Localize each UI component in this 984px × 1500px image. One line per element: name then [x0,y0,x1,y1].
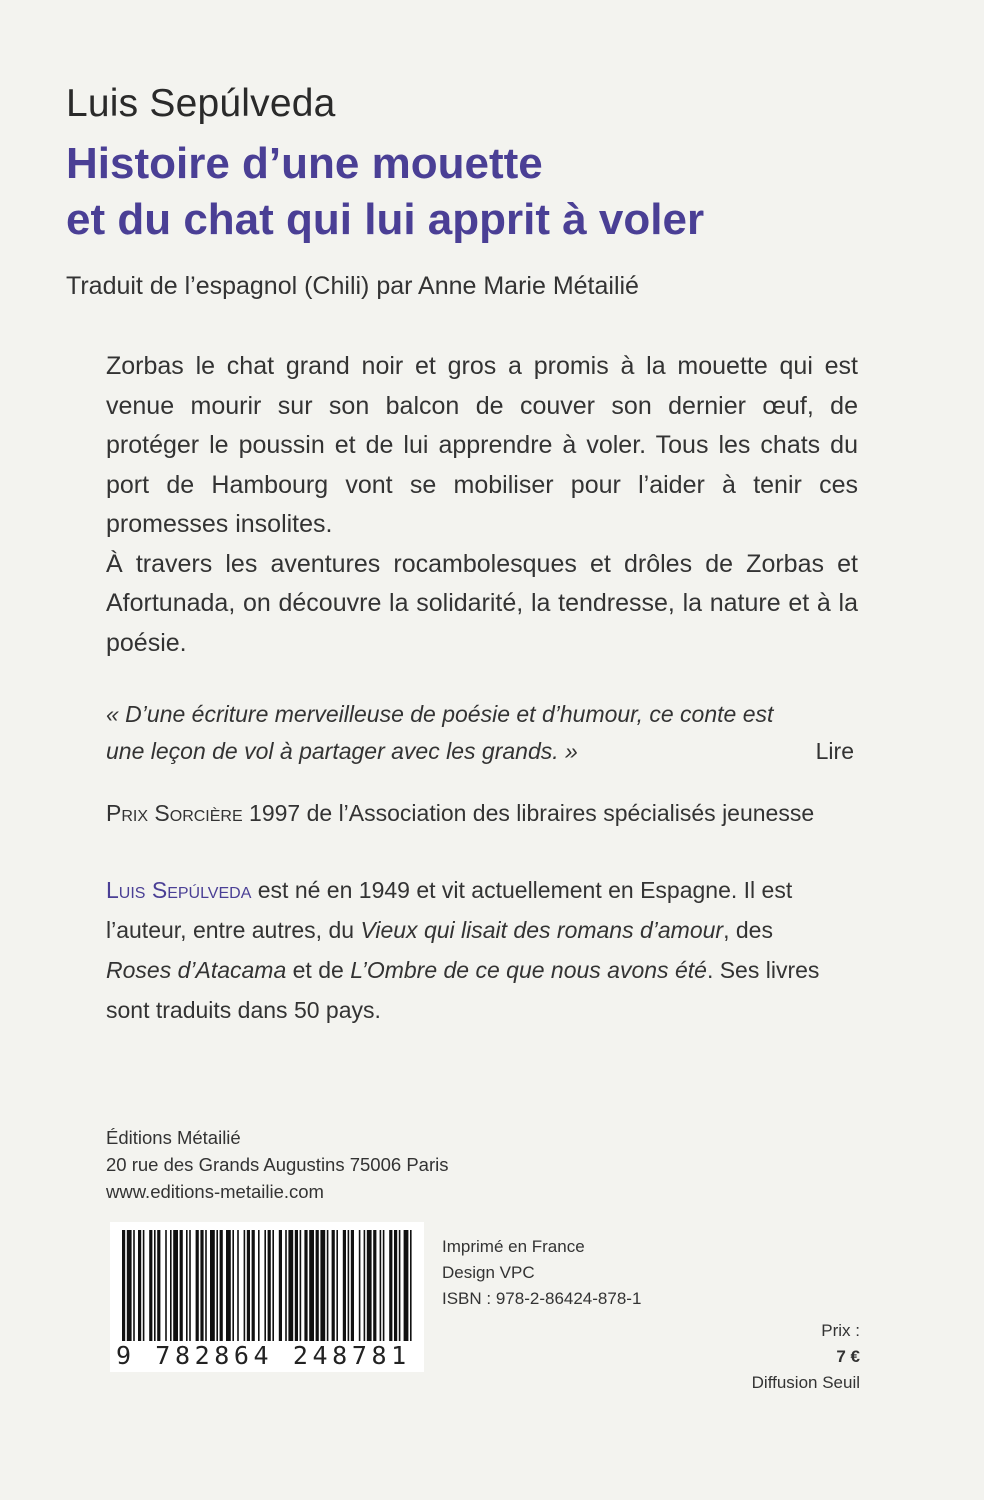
bio-line-1 [106,870,858,910]
title-line-2: et du chat qui lui apprit à voler [66,195,705,244]
prize-details: 1997 de l’Association des libraires spécialisés jeunesse [242,800,815,826]
author-bio [106,870,858,1030]
print-info [442,1234,641,1312]
bio-text-2: l’auteur, entre autres, du [106,917,361,943]
bio-text-1: est né en 1949 et vit actuellement en Espagne. Il est [251,877,793,903]
prize-name: Prix Sorcière [106,800,243,826]
price-value: 7 € [836,1347,860,1366]
press-quote [106,696,858,770]
blurb-paragraph-2: À travers les aventures rocambolesques et drôles de Zorbas et Afortunada, on découvre la solidarité, la tendresse, la nature et à la poésie. [106,549,858,657]
bio-line-3 [106,950,858,990]
bio-author-name: Luis Sepúlveda [106,877,252,903]
quote-source: Lire [815,738,854,764]
publisher-info [106,1124,448,1205]
author-name: Luis Sepúlveda [66,82,336,125]
bio-text-5: . Ses livres [706,957,820,983]
quote-line-2: une leçon de vol à partager avec les grands. » [106,738,578,764]
book-title [66,136,946,248]
publisher-address: 20 rue des Grands Augustins 75006 Paris [106,1154,449,1175]
price-info [752,1318,860,1396]
blurb [106,347,858,663]
bio-line-4: sont traduits dans 50 pays. [106,997,381,1023]
title-line-1: Histoire d’une mouette [66,139,543,188]
design-credit: Design VPC [442,1263,535,1282]
publisher-name: Éditions Métailié [106,1127,241,1148]
prize-line [106,800,866,827]
barcode-digits: 9 782864 248781 [116,1341,411,1370]
isbn-number: ISBN : 978-2-86424-878-1 [442,1289,642,1308]
bio-line-2 [106,910,858,950]
bio-text-3: , des [723,917,773,943]
price-line [752,1318,860,1370]
quote-line-1: « D’une écriture merveilleuse de poésie et d’humour, ce conte est [106,701,774,727]
bio-text-4: et de [286,957,351,983]
blurb-paragraph-1: Zorbas le chat grand noir et gros a promis à la mouette qui est venue mourir sur son balcon de couver son dernier œuf, de protéger le poussin et de lui apprendre à voler. Tous les chats du port de Hambourg vont se mobiliser pour l’aider à tenir ces promesses insolites. [106,352,858,538]
printed-in: Imprimé en France [442,1237,585,1256]
bio-book-1: Vieux qui lisait des romans d’amour [360,917,724,943]
price-label: Prix : [821,1321,860,1340]
bio-book-3: L’Ombre de ce que nous avons été [350,957,707,983]
translator-credit: Traduit de l’espagnol (Chili) par Anne Marie Métailié [66,272,639,300]
bio-book-2: Roses d’Atacama [106,957,287,983]
distribution: Diffusion Seuil [751,1373,860,1392]
publisher-website: www.editions-metailie.com [106,1181,324,1202]
